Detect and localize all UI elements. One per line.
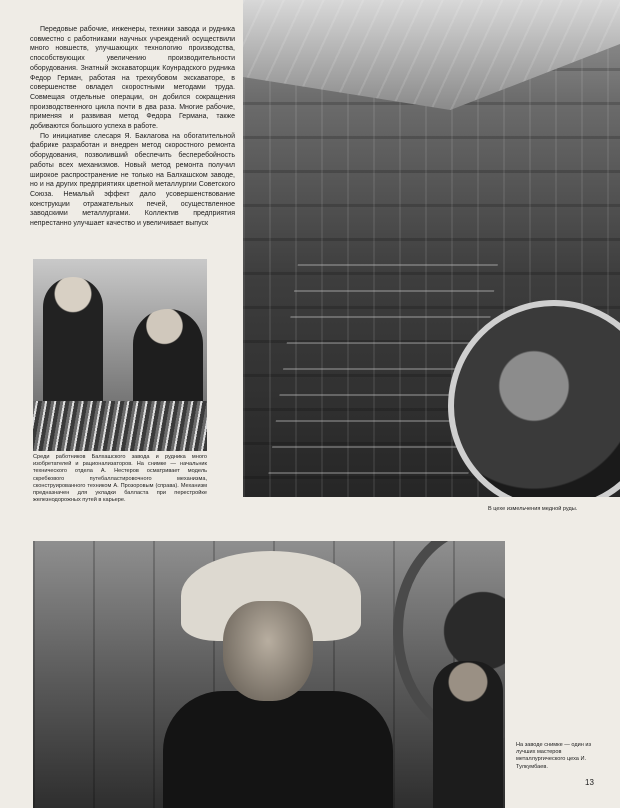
inventors-photo (33, 259, 207, 451)
inventors-caption: Среди работников Балхашского завода и рудника много изобретателей и рационализаторов. На снимке — начальник технического отдела А. Нестеров осматривает модель скребкового путебалластировочного механизма, сконструированного техником А. Прозоровым (справа). Механизм предназначен для укладки балласта при перестройке железнодорожных путей в карьере. (33, 454, 207, 504)
worker-photo (33, 541, 505, 808)
mechanism-model (33, 401, 207, 451)
worker-face (223, 601, 313, 701)
man-left (43, 277, 103, 417)
mill-roof (243, 0, 620, 110)
article-paragraph: По инициативе слесаря Я. Баклагова на обогатительной фабрике разработан и внедрен метод скоростного ремонта оборудования, позволивший обеспечить бесперебойность работы всех механизмов. Новый метод ремонта получил широкое распространение не только на Балхашском заводе, но и на других предприятиях цветной металлургии Советского Союза. Немалый эффект дало усовершенствование конструкции отражательных печей, осуществленное заводскими металлургами. Коллектив предприятия непрестанно улучшает качество и увеличивает выпуск (30, 132, 235, 228)
mill-caption: В цехе измельчения медной руды. (488, 506, 578, 512)
article-text (30, 25, 235, 229)
background-worker (433, 661, 503, 808)
worker-caption: На заводе снимке — один из лучших мастеров металлургического цеха И. Тулкумбаев. (516, 742, 592, 770)
article-paragraph: Передовые рабочие, инженеры, техники завода и рудника совместно с работниками научных учреждений осуществили много новшеств, улучшающих технологию производства, способствующих увеличению производительности оборудования. Знатный экскаваторщик Коунрадского рудника Федор Герман, работая на трехкубовом экскаваторе, в совершенстве овладел скоростными методами труда. Совмещая отдельные операции, он добился сокращения производственного цикла почти в два раза. Многие рабочие, применяя и развивая метод Федора Германа, также добиваются большого успеха в работе. (30, 26, 235, 131)
worker-coat (163, 691, 393, 808)
mill-photo (243, 0, 620, 497)
page-number: 13 (585, 778, 594, 787)
